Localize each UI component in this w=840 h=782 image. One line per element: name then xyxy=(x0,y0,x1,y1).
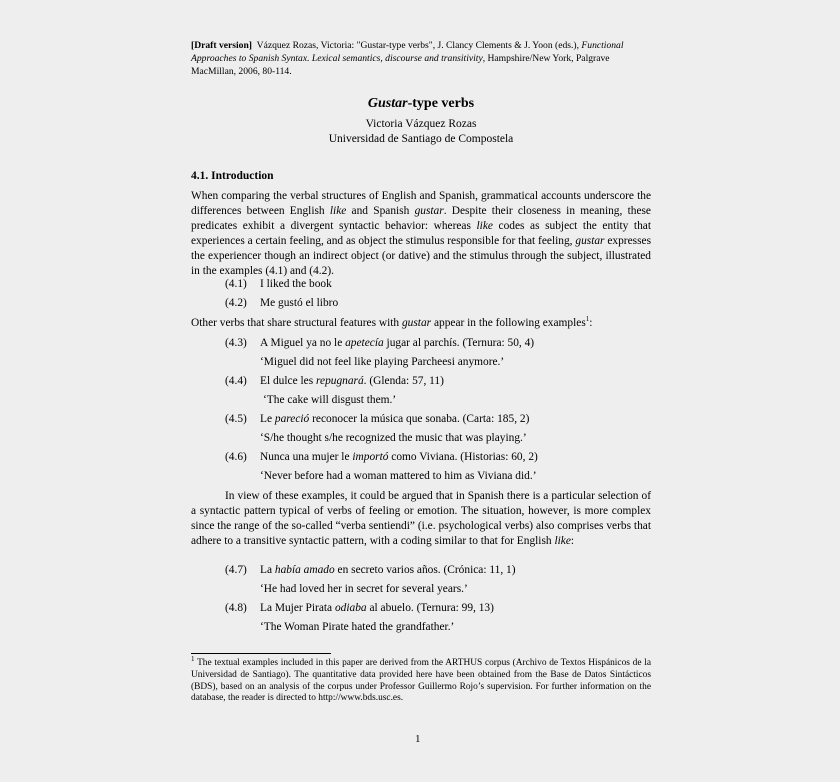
intro-italic: gustar xyxy=(575,235,605,247)
citation-header xyxy=(191,39,651,78)
title-italic: Gustar xyxy=(367,96,408,111)
example-4-3 xyxy=(225,336,534,351)
translation-4-5: ‘S/he thought s/he recognized the music that was playing.’ xyxy=(260,432,527,444)
intro-text: expresses the experiencer though an indirect object (or dative) and the stimulus through the subject, illustrated in the examples (4.1) and (4.2). xyxy=(191,235,652,277)
intro-text: . Despite their closeness in meaning, these predicates exhibit a divergent syntactic behavior: whereas xyxy=(191,205,651,232)
example-text: como Viviana. (Historias: 60, 2) xyxy=(388,451,538,463)
example-italic: importó xyxy=(352,451,389,463)
para-text: appear in the following examples xyxy=(431,317,586,329)
para-text: Other verbs that share structural features with xyxy=(191,317,402,329)
title-rest: -type verbs xyxy=(407,96,475,111)
citation-text: Vázquez Rozas, Victoria: "Gustar-type verbs", J. Clancy Clements & J. Yoon (eds.), xyxy=(256,40,582,51)
para-text: In view of these examples, it could be argued that in Spanish there is a particular selection of a syntactic pattern typical of verbs of feeling or emotion. The situation, however, is more complex since the range of the so-called “verba sentiendi” (i.e. psychological verbs) also comprises verbs that adhere to a transitive syntactic pattern, with a coding similar to that for English xyxy=(191,490,651,547)
footnote-divider xyxy=(191,653,331,654)
para-italic: like xyxy=(554,535,571,547)
example-text: Le xyxy=(260,413,275,425)
example-text: al abuelo. (Ternura: 99, 13) xyxy=(366,602,494,614)
example-number: (4.7) xyxy=(225,564,247,576)
intro-paragraph xyxy=(191,189,651,279)
intro-italic: like xyxy=(329,205,347,217)
example-number: (4.2) xyxy=(225,297,247,309)
intro-text: codes as subject the entity that experiences a certain feeling, and as object the stimulus responsible for that feeling, xyxy=(191,220,651,247)
translation-4-3: ‘Miguel did not feel like playing Parcheesi anymore.’ xyxy=(260,356,505,368)
translation-4-7: ‘He had loved her in secret for several years.’ xyxy=(260,583,468,595)
intro-text: and Spanish xyxy=(346,205,415,217)
footnote-marker: 1 xyxy=(585,315,590,324)
footnote xyxy=(191,654,651,705)
example-text: Me gustó el libro xyxy=(260,297,339,309)
footnote-text: The textual examples included in this paper are derived from the ARTHUS corpus (Archivo de Textos Hispánicos de la Universidad de Santiago). The quantitative data provided here have been obtained from the Base de Datos Sintácticos (BDS), based on an analysis of the corpus under Professor Guillermo Rojo’s supervision. For further information on the database, the reader is directed to http://www.bds.usc.es. xyxy=(191,658,651,704)
example-4-2 xyxy=(225,296,338,311)
para-italic: gustar xyxy=(401,317,432,329)
citation-publisher: , Hampshire/New York, Palgrave MacMillan, 2006, 80-114. xyxy=(191,53,610,77)
example-number: (4.5) xyxy=(225,413,247,425)
translation-4-4: ‘The cake will disgust them.’ xyxy=(263,394,397,406)
translation-4-8: ‘The Woman Pirate hated the grandfather.’ xyxy=(260,621,455,633)
paper-title xyxy=(191,96,651,112)
book-title-cont: to Spanish Syntax. Lexical semantics, discourse and transitivity xyxy=(238,53,483,64)
example-italic: pareció xyxy=(274,413,310,425)
example-italic: odiaba xyxy=(334,602,367,614)
footnote-marker: 1 xyxy=(191,654,195,663)
example-text: reconocer la música que sonaba. (Carta: 185, 2) xyxy=(309,413,530,425)
view-paragraph xyxy=(191,489,651,549)
example-italic: repugnará xyxy=(316,375,364,387)
author-block xyxy=(191,117,651,147)
other-verbs-paragraph xyxy=(191,316,651,331)
translation-4-6: ‘Never before had a woman mattered to him as Viviana did.’ xyxy=(260,470,537,482)
intro-text: When comparing the verbal structures of English and Spanish, grammatical accounts underscore the differences between English xyxy=(191,190,651,217)
example-italic: había amado xyxy=(274,564,335,576)
example-text: La Mujer Pirata xyxy=(260,602,335,614)
example-4-4 xyxy=(225,374,444,389)
example-text: Nunca una mujer le xyxy=(260,451,353,463)
example-italic: apetecía xyxy=(345,337,384,349)
example-number: (4.1) xyxy=(225,278,247,290)
section-heading: 4.1. Introduction xyxy=(191,170,274,182)
example-text: I liked the book xyxy=(260,278,332,290)
example-text: El dulce les xyxy=(260,375,316,387)
example-text: . (Glenda: 57, 11) xyxy=(363,375,444,387)
page-number: 1 xyxy=(415,733,421,745)
intro-italic: like xyxy=(476,220,493,232)
example-4-8 xyxy=(225,601,494,616)
example-4-7 xyxy=(225,563,516,578)
para-text: : xyxy=(570,535,575,547)
example-4-6 xyxy=(225,450,538,465)
intro-italic: gustar xyxy=(414,205,444,217)
example-text: A Miguel ya no le xyxy=(260,337,346,349)
example-number: (4.3) xyxy=(225,337,247,349)
example-4-5 xyxy=(225,412,529,427)
example-text: La xyxy=(260,564,275,576)
example-number: (4.8) xyxy=(225,602,247,614)
author-name: Victoria Vázquez Rozas xyxy=(365,118,477,130)
book-title: Functional Approaches xyxy=(191,40,624,64)
example-number: (4.6) xyxy=(225,451,247,463)
example-4-1 xyxy=(225,277,332,292)
draft-tag: [Draft version] xyxy=(191,40,253,51)
example-number: (4.4) xyxy=(225,375,247,387)
example-text: jugar al parchís. (Ternura: 50, 4) xyxy=(383,337,535,349)
author-affiliation: Universidad de Santiago de Compostela xyxy=(328,133,514,145)
example-text: en secreto varios años. (Crónica: 11, 1) xyxy=(334,564,516,576)
para-text: : xyxy=(589,317,593,329)
